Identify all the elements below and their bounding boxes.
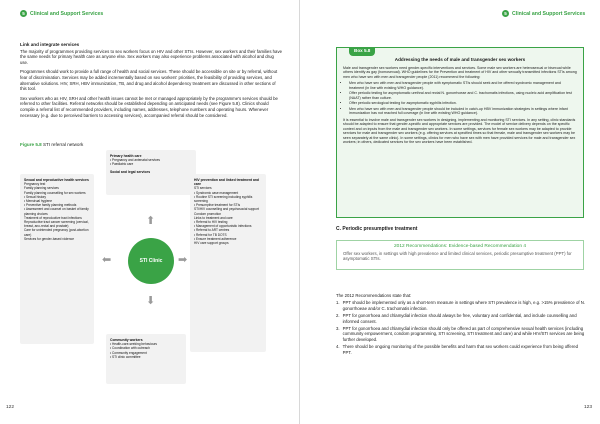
arrow-down-icon: ⬇: [146, 295, 156, 307]
recommendations-list: [336, 293, 586, 357]
left-page-number: 122: [6, 405, 15, 410]
recommendation-box: [336, 240, 584, 270]
node-title: Social and legal services: [110, 169, 151, 174]
node-line: Pregnancy test: [24, 182, 46, 187]
node-line: • Preventive family planning methods: [24, 203, 77, 208]
box-bullet: • Men who have sex with men and transgender people should be included in catch-up HBV immunization strategies in settings where infant immunization has not reached full coverage (in line with existing WHO guidance).: [349, 107, 577, 116]
node-line: • Coordination with outreach: [110, 346, 150, 351]
list-item: [336, 326, 586, 342]
recommendation-title: 2012 Recommendations: Evidence-based Recommendation 4: [394, 244, 526, 249]
node-line: • Referral to ART centres: [194, 228, 230, 233]
node-line: Services for gender-based violence: [24, 236, 74, 241]
list-text: There should be ongoing monitoring of the possible benefits and harm that sex workers could experience from being offered PPT.: [342, 344, 579, 355]
box-bullet: • Men who have sex with men and transgender people with symptomatic STIs should seek and be offered syndromic management and treatment (in line with existing WHO guidance).: [349, 81, 577, 90]
node-hiv-prevention: [190, 174, 266, 352]
list-number: 4.: [336, 344, 340, 350]
node-line: • Pregnancy and antenatal services: [110, 158, 161, 163]
paragraph-1: The majority of programmes providing services to sex workers focus on HIV and other STIs. However, sex workers and their families have the same needs for primary health care as anyone else. Sex workers may also experience problems associated with alcohol and drug use.: [20, 48, 282, 65]
list-number: 1.: [336, 300, 340, 306]
box-tag: Box 5.8: [349, 47, 375, 56]
node-line: Links to treatment and care: [194, 215, 233, 220]
node-line: Family planning services: [24, 186, 59, 191]
node-line: • Referral for TB DOTS: [194, 232, 227, 237]
node-line: Care for unintended pregnancy (post-abortion care): [24, 228, 89, 237]
node-line: STI services: [194, 186, 212, 191]
node-line: • Menstrual hygiene: [24, 199, 53, 204]
chapter-number-icon: 5: [20, 10, 27, 17]
list-text: PPT for gonorrhoea and chlamydial infection should only be offered as part of comprehensive sexual health services (including community empowerment, condom programming, STI screening, STI treatment and care) and while HIV/STI services are being further developed.: [342, 326, 585, 342]
node-line: Condom promotion: [194, 211, 222, 216]
node-line: • Routine STI screening including syphilis screening: [194, 194, 253, 204]
node-primary-care: [106, 150, 196, 195]
node-line: Treatment of reproductive tract infections: [24, 215, 82, 220]
left-header: [20, 10, 103, 17]
node-srh-services: [20, 174, 94, 344]
list-item: [336, 313, 586, 324]
node-community-workers: [106, 334, 186, 384]
node-line: HIV care support groups: [194, 241, 229, 246]
node-line: Reproductive tract cancer screening (cervical, breast, ano-rectal and prostate): [24, 220, 89, 229]
list-number: 2.: [336, 313, 340, 319]
arrow-up-icon: ⬆: [146, 215, 156, 227]
figure-caption-text: STI referral network: [42, 142, 84, 147]
node-line: Family planning counselling for sex workers: [24, 190, 86, 195]
node-line: • Referral to HIV testing: [194, 220, 228, 225]
paragraph-2: Programmes should work to provide a full range of health and social services. These should be accessible on site or by referral, without fear of discrimination. Services may be added incrementally based on sex workers' priorities, the feasibility of providing services, and alternative solutions. HIV, SRH, HBV immunization, TB, and drug and alcohol dependency treatment are discussed in other sections of this tool.: [20, 69, 278, 92]
sti-clinic-hub: STI Clinic: [128, 238, 174, 284]
chapter-number-icon: 5: [502, 10, 509, 17]
node-title: Sexual and reproductive health services: [24, 178, 89, 182]
node-line: STI/HIV counselling and psychosocial support: [194, 207, 259, 212]
list-item: [336, 344, 586, 355]
box-title: Addressing the needs of male and transgender sex workers: [394, 57, 526, 62]
node-title: Community workers: [110, 338, 143, 342]
node-line: • STI clinic committee: [110, 354, 141, 359]
node-title: HIV prevention and linked treatment and care: [194, 178, 259, 187]
section-heading: Link and integrate services: [20, 42, 80, 47]
box-bullet: • Offer periodic serological testing for asymptomatic syphilis infection.: [349, 101, 577, 106]
list-intro: The 2012 Recommendations state that:: [336, 293, 412, 298]
node-title: Primary health care: [110, 154, 142, 158]
list-number: 3.: [336, 326, 340, 332]
paragraph-3: Sex workers who as HIV, SRH and other health issues cannot be met or managed appropriately by the programme's services should be referred to other facilities. Referral networks should be established depending on anticipated needs (see Figure 5.8). Clinics should compile a referral list of recommended providers, including names, addresses, telephone numbers and operating hours. Whenever necessary (e.g. due to perceived barriers to accessing services), accompanied referral should be considered.: [20, 95, 278, 118]
node-line: • Paediatric care: [110, 162, 134, 167]
node-line: • Health-care-seeking behaviours: [110, 342, 158, 347]
node-line: • Management of opportunistic infections: [194, 224, 252, 229]
arrow-right-icon: ➡: [178, 254, 188, 266]
figure-caption: [20, 142, 83, 147]
node-line: • Syndromic case management: [194, 190, 239, 195]
node-line: • Ensure treatment adherence: [194, 236, 237, 241]
list-item: [336, 300, 586, 311]
node-line: • Assessment and counsel on basket of family planning choices: [24, 207, 89, 216]
node-line: • Sexual history: [24, 194, 47, 199]
section-c-heading: C. Periodic presumptive treatment: [336, 226, 418, 232]
box-outro: It is essential to involve male and transgender sex workers in designing, implementing and monitoring STI services. In any setting, clinic standards should be adapted to ensure that gender-specific and appropriate services are provided. The model of service delivery depends on the specific context and on inputs from the male and transgender sex workers. In some settings, services for female sex workers may be adapted to provide services for male and transgender sex workers (e.g. offering services at specified times so that female, male and transgender sex workers may be seen separately at the same clinic). In some settings, clinics for men who have sex with men have provided services for male and transgender sex workers; in others, dedicated services for the sex workers have been established.: [343, 117, 576, 144]
arrow-left-icon: ⬅: [102, 254, 112, 266]
right-page-number: 123: [584, 405, 593, 410]
recommendation-body: Offer sex workers, in settings with high prevalence and limited clinical services, periodic presumptive treatment (PPT) for asymptomatic STIs.: [343, 251, 572, 262]
node-line: • Presumptive treatment for STIs: [194, 203, 241, 208]
right-header: [502, 10, 585, 17]
box-5-8: [336, 47, 584, 218]
box-intro: Male and transgender sex workers need gender-specific interventions and services. Some male sex workers are heterosexual or bisexual while others identify as gay (homosexual). WHO guidelines for the Prevention and treatment of HIV and other sexually transmitted infections STIs among men who have sex with men and transgender people (2011) recommend the following:: [343, 65, 577, 79]
box-bullet: • Offer periodic testing for asymptomatic urethral and rectal N. gonorrhoeae and C. trachomatis infections, using nucleic acid amplification test (NAAT) rather than culture.: [349, 91, 577, 100]
referral-network-figure: [20, 150, 282, 400]
box-bullet-list: [343, 81, 577, 116]
figure-label: Figure 5.8: [20, 142, 42, 147]
right-header-title: Clinical and Support Services: [512, 10, 586, 17]
list-text: PPT should be implemented only as a short-term measure in settings where STI prevalence is high, e.g. >15% prevalence of N. gonorrhoeae and/or C. trachomatis infection.: [342, 300, 586, 311]
node-line: • Community engagement: [110, 350, 147, 355]
left-body: [20, 42, 282, 122]
list-text: PPT for gonorrhoea and chlamydial infection should always be free, voluntary and confidential, and include counselling and informed consent.: [342, 313, 577, 324]
left-header-title: Clinical and Support Services: [30, 10, 104, 17]
